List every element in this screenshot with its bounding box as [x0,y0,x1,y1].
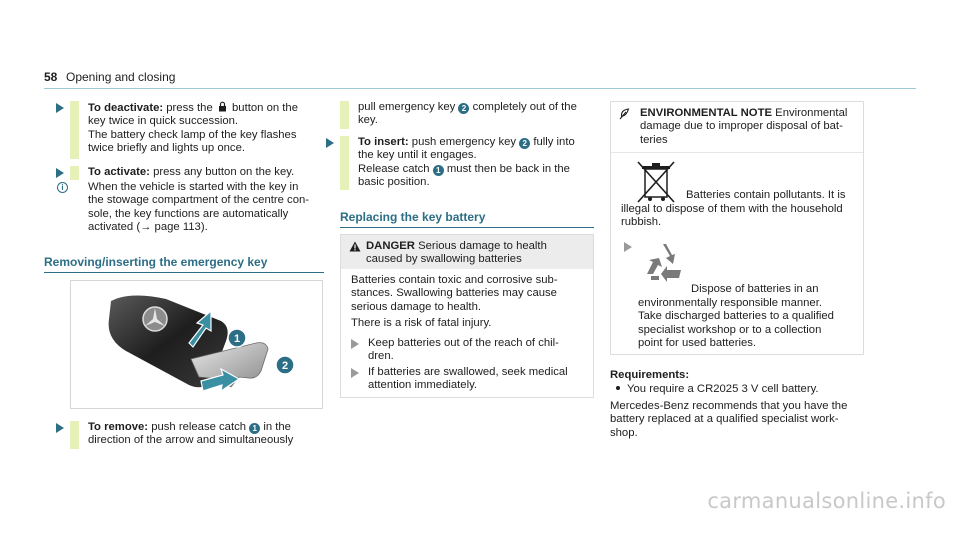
environmental-note-header: ENVIRONMENTAL NOTE Environmental damage due to improper disposal of bat- teries [611,102,863,153]
step-bar-remove [70,421,79,449]
pull-instruction: pull emergency key 2 completely out of the key. [358,101,577,127]
step-arrow-icon [351,368,359,378]
warning-triangle-icon [349,241,361,252]
crossed-out-bin-icon [635,160,677,206]
step-bar-insert [340,136,349,190]
deactivate-label: To deactivate: [88,102,164,114]
dispose-instruction: environmentally responsible manner. Take discharged batteries to a qualified specialist workshop or to a collection point for used batteries. [638,297,834,350]
danger-step-2: If batteries are swallowed, seek medical attention immediately. [368,366,568,392]
bullet-icon [616,386,620,390]
deactivate-instruction: To deactivate: press the button on the key twice in quick succession. The battery check lamp of the key flashes twice briefly and lights up once. [88,102,298,155]
step-bar-pull [340,101,349,129]
callout-2-label: 2 [281,360,289,372]
requirements-label: Requirements: [610,369,690,381]
step-arrow-icon [56,103,64,113]
callout-2-badge: 2 [519,138,530,149]
info-note: When the vehicle is started with the key in the stowage compartment of the centre con- sole, the key functions are automatically activated (→ page 113). [88,181,310,234]
info-icon: i [57,182,68,193]
step-arrow-icon [326,138,334,148]
step-arrow-icon [624,242,632,252]
header-divider [44,88,916,89]
step-arrow-icon [56,423,64,433]
section-divider [44,272,324,273]
step-arrow-icon [351,339,359,349]
danger-box: DANGER Serious damage to health caused by swallowing batteries Batteries contain toxic and corrosive sub- stances. Swallowing batteries may cause serious damage to health. There is a risk of fatal injury. Keep batteries out of the reach of chil- dren. If batteries are swallowed, seek medical attention immediately. [340,234,594,398]
danger-step-1: Keep batteries out of the reach of chil- dren. [368,337,559,363]
environmental-note-label: ENVIRONMENTAL NOTE [640,107,773,119]
mercedes-recommendation: Mercedes-Benz recommends that you have the battery replaced at a qualified specialist work- shop. [610,400,848,439]
requirement-item: You require a CR2025 3 V cell battery. [616,383,819,396]
remove-label: To remove: [88,421,149,433]
step-arrow-icon [56,168,64,178]
environment-leaf-icon [619,108,631,120]
step-bar-deactivate [70,101,79,159]
page-number: 58 [44,70,58,84]
danger-label: DANGER [366,240,415,252]
recycling-icon [639,240,687,286]
step-bar-activate [70,166,79,180]
section-title-emergency-key: Removing/inserting the emergency key [44,255,268,269]
callout-1-label: 1 [233,333,241,345]
emergency-key-illustration [70,280,323,409]
activate-label: To activate: [88,166,150,178]
remove-instruction: To remove: push release catch 1 in the direction of the arrow and simultaneously [88,421,294,447]
callout-2-badge: 2 [458,103,469,114]
insert-label: To insert: [358,136,409,148]
insert-instruction: To insert: push emergency key 2 fully into the key until it engages. Release catch 1 must then be back in the basic position. [358,136,575,189]
callout-1-badge: 1 [249,423,260,434]
watermark: carmanualsonline.info [707,489,946,513]
section-title-key-battery: Replacing the key battery [340,210,486,224]
environmental-note-box: ENVIRONMENTAL NOTE Environmental damage due to improper disposal of bat- teries Batteries contain pollutants. It is illegal to dispose of them with the household rubbish. Dispose of batteries in an environmentally responsible manner. Take discharged batteries to a qualified specialist workshop or to a collection point for used batteries. [610,101,864,355]
activate-instruction: To activate: press any button on the key. [88,166,295,178]
lock-icon [218,101,227,112]
danger-box-header: DANGER Serious damage to health caused by swallowing batteries [341,235,593,269]
section-header-title: Opening and closing [66,70,176,84]
callout-1-badge: 1 [433,165,444,176]
section-divider [340,227,594,228]
